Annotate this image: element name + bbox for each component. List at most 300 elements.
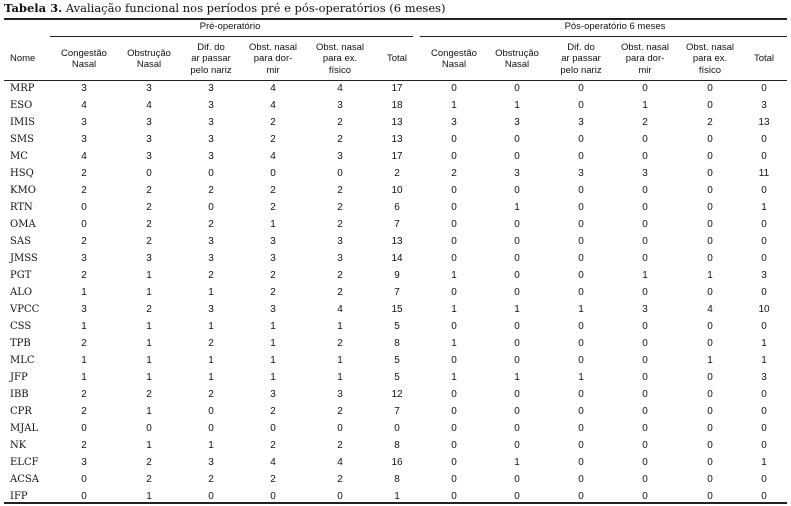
table-cell: 7 [394,406,400,417]
table-cell: 0 [578,202,584,213]
table-cell: 2 [337,185,343,196]
table-cell: 0 [642,389,648,400]
table-cell: 0 [451,423,457,434]
table-cell: 0 [707,457,713,468]
table-cell: 0 [514,151,520,162]
row-name: MRP [10,83,35,94]
table-cell: 1 [270,321,276,332]
table-cell: 2 [146,185,152,196]
group-rule-pre [50,36,413,37]
table-cell: 7 [394,287,400,298]
table-cell: 0 [578,406,584,417]
table-cell: 1 [337,321,343,332]
table-cell: 0 [514,287,520,298]
table-cell: 14 [391,253,403,264]
table-cell: 13 [391,236,403,247]
table-cell: 3 [761,100,767,111]
table-cell: 0 [761,423,767,434]
table-cell: 1 [81,321,87,332]
table-cell: 0 [270,168,276,179]
table-cell: 1 [451,338,457,349]
table-cell: 0 [451,134,457,145]
table-cell: 0 [642,491,648,502]
table-cell: 2 [337,202,343,213]
table-cell: 3 [578,168,584,179]
group-rule-post [420,36,787,37]
row-name: ALO [10,287,33,298]
table-cell: 0 [761,151,767,162]
table-cell: 0 [707,406,713,417]
table-cell: 4 [270,100,276,111]
row-name: OMA [10,219,36,230]
table-cell: 0 [208,202,214,213]
row-name: ACSA [10,474,39,485]
column-header: Obst. nasal para ex. físico [315,41,365,76]
table-cell: 2 [208,270,214,281]
table-cell: 0 [514,134,520,145]
table-cell: 0 [707,168,713,179]
table-cell: 0 [451,457,457,468]
table-cell: 3 [208,236,214,247]
row-name: IMIS [10,117,35,128]
table-cell: 2 [208,389,214,400]
table-cell: 3 [81,117,87,128]
table-cell: 0 [451,491,457,502]
table-cell: 0 [707,423,713,434]
table-title [4,1,446,15]
table-cell: 3 [81,304,87,315]
table-cell: 0 [514,253,520,264]
table-cell: 0 [394,423,400,434]
row-name: VPCC [10,304,40,315]
table-cell: 1 [270,338,276,349]
table-cell: 0 [514,83,520,94]
table-cell: 0 [578,100,584,111]
table-cell: 8 [394,338,400,349]
table-cell: 2 [146,304,152,315]
table-cell: 1 [208,440,214,451]
table-cell: 0 [451,236,457,247]
table-cell: 0 [707,219,713,230]
table-cell: 0 [707,202,713,213]
table-cell: 3 [270,253,276,264]
table-cell: 0 [707,151,713,162]
row-name: RTN [10,202,33,213]
table-cell: 0 [642,457,648,468]
group-header-post: Pós-operatório 6 meses [564,21,666,32]
table-cell: 1 [514,457,520,468]
table-cell: 7 [394,219,400,230]
row-name: CSS [10,321,32,332]
table-cell: 2 [81,406,87,417]
table-cell: 4 [270,83,276,94]
table-cell: 0 [514,270,520,281]
table-cell: 0 [451,219,457,230]
table-cell: 13 [391,117,403,128]
table-cell: 3 [146,253,152,264]
table-cell: 0 [642,236,648,247]
table-cell: 0 [761,440,767,451]
table-cell: 1 [146,406,152,417]
table-cell: 0 [514,338,520,349]
table-cell: 0 [578,236,584,247]
table-cell: 0 [451,406,457,417]
bottom-rule [4,502,787,504]
table-cell: 0 [81,219,87,230]
table-cell: 1 [146,338,152,349]
row-name: ELCF [10,457,39,468]
table-cell: 0 [642,83,648,94]
table-cell: 0 [707,253,713,264]
table-cell: 4 [81,151,87,162]
table-cell: 3 [337,100,343,111]
table-cell: 0 [642,423,648,434]
table-cell: 3 [208,457,214,468]
table-cell: 1 [146,270,152,281]
table-cell: 3 [208,134,214,145]
table-cell: 0 [642,185,648,196]
table-cell: 4 [270,457,276,468]
table-cell: 1 [451,270,457,281]
table-cell: 6 [394,202,400,213]
table-cell: 0 [578,134,584,145]
table-cell: 3 [642,168,648,179]
table-cell: 1 [761,202,767,213]
table-cell: 1 [208,372,214,383]
table-cell: 1 [208,321,214,332]
column-header: Obstrução Nasal [495,47,539,70]
table-cell: 0 [707,440,713,451]
table-cell: 1 [146,355,152,366]
table-cell: 3 [146,117,152,128]
table-cell: 0 [270,491,276,502]
table-cell: 9 [394,270,400,281]
table-cell: 1 [270,372,276,383]
table-cell: 0 [81,491,87,502]
table-cell: 0 [514,389,520,400]
table-cell: 5 [394,372,400,383]
table-cell: 1 [146,491,152,502]
table-cell: 3 [81,134,87,145]
table-cell: 0 [578,355,584,366]
table-cell: 1 [514,100,520,111]
table-cell: 10 [391,185,403,196]
table-cell: 0 [707,474,713,485]
table-cell: 1 [81,287,87,298]
table-cell: 0 [707,287,713,298]
table-cell: 0 [761,321,767,332]
table-cell: 2 [270,185,276,196]
table-cell: 0 [578,185,584,196]
table-cell: 0 [707,236,713,247]
table-cell: 0 [514,440,520,451]
table-cell: 3 [514,117,520,128]
table-cell: 2 [337,440,343,451]
table-cell: 1 [578,372,584,383]
table-cell: 0 [270,423,276,434]
table-cell: 3 [270,236,276,247]
table-cell: 3 [270,304,276,315]
table-cell: 0 [451,83,457,94]
table-cell: 3 [81,83,87,94]
table-cell: 2 [208,338,214,349]
table-cell: 2 [270,406,276,417]
table-cell: 1 [451,304,457,315]
table-cell: 0 [642,440,648,451]
table-cell: 2 [270,287,276,298]
table-cell: 0 [451,185,457,196]
table-cell: 3 [642,304,648,315]
table-cell: 10 [758,304,770,315]
table-cell: 2 [337,117,343,128]
table-cell: 0 [761,219,767,230]
table-cell: 16 [391,457,403,468]
row-name: SAS [10,236,31,247]
table-cell: 0 [578,423,584,434]
table-cell: 2 [337,406,343,417]
table-cell: 1 [337,355,343,366]
table-cell: 3 [514,168,520,179]
table-cell: 2 [81,440,87,451]
table-cell: 2 [81,270,87,281]
top-rule [4,18,787,20]
table-cell: 4 [270,151,276,162]
table-cell: 2 [270,440,276,451]
row-name: SMS [10,134,34,145]
table-cell: 0 [642,287,648,298]
column-header: Obstrução Nasal [127,47,171,70]
table-cell: 0 [337,423,343,434]
table-cell: 12 [391,389,403,400]
table-cell: 1 [208,287,214,298]
table-cell: 2 [337,270,343,281]
table-cell: 0 [81,202,87,213]
table-cell: 0 [761,236,767,247]
column-header: Dif. do ar passar pelo nariz [560,41,602,76]
column-header: Obst. nasal para dor- mir [620,41,670,76]
table-cell: 0 [642,219,648,230]
table-cell: 0 [578,83,584,94]
table-cell: 0 [578,321,584,332]
row-name: JFP [10,372,28,383]
table-cell: 2 [81,389,87,400]
table-cell: 0 [451,440,457,451]
table-cell: 3 [761,270,767,281]
table-cell: 3 [337,389,343,400]
table-cell: 2 [208,219,214,230]
table-cell: 3 [337,151,343,162]
table-cell: 2 [208,474,214,485]
table-cell: 1 [761,338,767,349]
table-cell: 0 [642,202,648,213]
table-cell: 11 [758,168,770,179]
table-cell: 0 [451,355,457,366]
table-cell: 2 [270,474,276,485]
table-cell: 0 [514,219,520,230]
table-cell: 4 [337,304,343,315]
table-cell: 2 [81,185,87,196]
table-cell: 0 [451,474,457,485]
table-cell: 3 [81,457,87,468]
table-cell: 3 [146,134,152,145]
table-cell: 2 [208,185,214,196]
table-cell: 3 [208,253,214,264]
table-cell: 17 [391,151,403,162]
table-cell: 0 [208,406,214,417]
table-cell: 0 [578,474,584,485]
table-cell: 1 [81,372,87,383]
table-cell: 0 [578,270,584,281]
table-cell: 0 [707,83,713,94]
table-cell: 1 [761,355,767,366]
table-cell: 2 [81,338,87,349]
table-cell: 2 [337,338,343,349]
table-cell: 2 [146,219,152,230]
row-name: MJAL [10,423,39,434]
table-cell: 3 [578,117,584,128]
table-cell: 0 [761,253,767,264]
table-cell: 2 [270,134,276,145]
table-cell: 0 [578,219,584,230]
table-cell: 0 [707,321,713,332]
table-cell: 2 [81,236,87,247]
column-header-nome: Nome [10,53,36,64]
table-cell: 0 [578,151,584,162]
table-cell: 13 [758,117,770,128]
table-cell: 3 [208,151,214,162]
table-cell: 0 [514,474,520,485]
table-cell: 3 [146,151,152,162]
table-cell: 0 [146,168,152,179]
table-cell: 0 [578,440,584,451]
table-cell: 0 [81,474,87,485]
table-cell: 2 [337,287,343,298]
table-cell: 1 [81,355,87,366]
table-cell: 18 [391,100,403,111]
table-cell: 0 [707,185,713,196]
table-cell: 2 [394,168,400,179]
table-cell: 0 [761,287,767,298]
column-header: Obst. nasal para dor- mir [248,41,298,76]
table-cell: 0 [514,185,520,196]
column-header: Obst. nasal para ex. físico [685,41,735,76]
table-cell: 0 [642,134,648,145]
table-cell: 3 [146,83,152,94]
table-cell: 3 [337,236,343,247]
table-cell: 3 [208,117,214,128]
table-cell: 3 [208,100,214,111]
table-cell: 15 [391,304,403,315]
table-cell: 0 [337,168,343,179]
table-cell: 2 [451,168,457,179]
table-cell: 2 [270,270,276,281]
table-cell: 2 [337,474,343,485]
table-cell: 2 [337,134,343,145]
row-name: IFP [10,491,28,502]
table-cell: 2 [270,117,276,128]
table-cell: 0 [337,491,343,502]
column-header: Dif. do ar passar pelo nariz [190,41,232,76]
table-cell: 1 [146,321,152,332]
table-cell: 0 [707,338,713,349]
row-name: PGT [10,270,32,281]
table-cell: 0 [451,202,457,213]
table-cell: 1 [146,287,152,298]
table-cell: 1 [270,355,276,366]
row-name: KMO [10,185,36,196]
table-cell: 2 [707,117,713,128]
table-cell: 17 [391,83,403,94]
row-name: NK [10,440,27,451]
table-cell: 2 [642,117,648,128]
table-cell: 0 [578,287,584,298]
row-name: JMSS [10,253,38,264]
table-cell: 4 [146,100,152,111]
table-cell: 1 [451,372,457,383]
table-cell: 0 [578,253,584,264]
table-cell: 0 [514,406,520,417]
group-header-pre: Pré-operatório [199,21,261,32]
table-cell: 0 [761,491,767,502]
table-cell: 0 [514,321,520,332]
row-name: IBB [10,389,29,400]
table-cell: 2 [81,168,87,179]
row-name: HSQ [10,168,34,179]
row-name: MC [10,151,28,162]
table-cell: 2 [146,236,152,247]
column-header: Total [386,53,408,65]
table-cell: 0 [642,321,648,332]
table-cell: 0 [761,474,767,485]
table-cell: 0 [707,134,713,145]
table-cell: 0 [578,338,584,349]
table-cell: 0 [514,355,520,366]
table-cell: 2 [337,219,343,230]
table-cell: 5 [394,321,400,332]
table-cell: 2 [146,457,152,468]
table-cell: 5 [394,355,400,366]
table-cell: 0 [578,491,584,502]
column-header: Total [753,53,775,65]
table-cell: 0 [707,100,713,111]
table-cell: 0 [761,389,767,400]
table-cell: 0 [578,389,584,400]
table-cell: 1 [707,355,713,366]
table-cell: 0 [761,185,767,196]
table-cell: 0 [514,491,520,502]
table-cell: 3 [337,253,343,264]
table-cell: 13 [391,134,403,145]
table-cell: 0 [761,406,767,417]
table-cell: 0 [146,423,152,434]
table-cell: 0 [642,406,648,417]
table-cell: 0 [642,372,648,383]
table-cell: 0 [208,168,214,179]
table-cell: 1 [451,100,457,111]
row-name: TPB [10,338,31,349]
table-cell: 1 [578,304,584,315]
column-header: Congestão Nasal [431,47,477,70]
table-cell: 0 [451,321,457,332]
table-cell: 0 [514,236,520,247]
table-cell: 0 [707,389,713,400]
table-cell: 1 [642,270,648,281]
table-cell: 0 [642,474,648,485]
table-cell: 1 [146,440,152,451]
table-cell: 0 [707,372,713,383]
table-caption: Avaliação funcional nos períodos pré e pós-operatórios (6 meses) [62,1,446,15]
table-cell: 0 [578,457,584,468]
